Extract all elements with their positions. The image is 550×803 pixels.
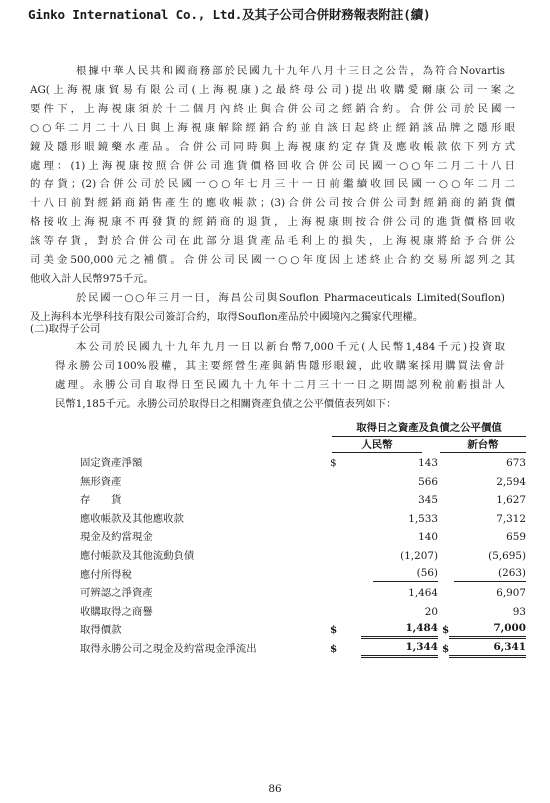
page-header-title: Ginko International Co., Ltd.及其子公司合併財務報表附註(續) [28,7,431,22]
table-row [60,454,526,472]
value-twd: 93 [512,605,526,618]
section-title: (二)取得子公司 [30,323,101,335]
table-row [60,603,526,621]
paragraph-line: AG(上海視康貿易有限公司(上海視康)之最終母公司)提出收購愛爾康公司一案之 [30,83,515,96]
table-row [60,473,526,491]
value-twd: 659 [506,531,526,544]
value-twd: 2,594 [496,475,526,488]
paragraph-line: 他收入計人民幣975千元。 [30,272,154,285]
table-row [60,640,526,658]
value-rmb: 140 [418,531,438,544]
paragraph-line: 及上海科本光學科技有限公司簽訂合約，取得Souflon產品於中國境內之獨家代理權。 [30,310,424,323]
paragraph-line: 鏡及隱形眼鏡藥水產品。合併公司同時與上海視康約定存貨及應收帳款依下列方式 [30,140,515,153]
row-label: 應付所得稅 [80,568,132,581]
table-row [60,584,526,602]
value-twd: 6,341 [449,640,526,658]
row-label: 可辨認之淨資產 [80,587,153,600]
value-rmb: 1,533 [408,512,438,525]
note-body-text [30,62,515,327]
row-label: 應收帳款及其他應收款 [80,512,184,525]
paragraph-line: 格接收上海視康不再發貨的經銷商的退貨，上海視康則按合併公司的進貨價格回收 [30,216,515,229]
value-rmb: 20 [424,605,438,618]
column-header-rmb: 人民幣 [332,438,422,453]
table-row [60,510,526,528]
paragraph-line: 得永勝公司100%股權，其主要經營生產與銷售隱形眼鏡，此收購案採用購買法會計 [55,359,505,372]
column-header-twd: 新台幣 [440,438,526,453]
paragraph-line: 本公司於民國九十九年九月一日以新台幣7,000千元(人民幣1,484千元)投資取 [76,341,505,353]
paragraph-line: ○○年二月二十八日與上海視康解除經銷合約並自該日起終止經銷該品牌之隱形眼 [30,121,515,134]
value-rmb: 1,484 [361,621,438,639]
paragraph-line: 於民國一○○年三月一日，海昌公司與Souflon Pharmaceuticals Limited(Souflon) [76,291,505,304]
paragraph-line: 的存貨；(2)合併公司於民國一○○年七月三十一日前繼續收回民國一○○年二月二 [30,178,515,191]
row-label: 收購取得之商譽 [80,605,153,618]
row-label: 取得價款 [80,624,122,637]
value-twd: (5,695) [488,550,526,562]
currency-symbol: $ [442,643,450,655]
paragraph-line: 處理：(1)上海視康按照合併公司進貨價格回收合併公司民國一○○年二月二十八日 [30,159,515,172]
table-row [60,566,526,584]
value-twd: 6,907 [496,587,526,600]
acquisition-paragraph [55,338,505,414]
paragraph-line: 司美金500,000元之補償。合併公司民國一○○年度因上述終止合約交易所認列之其 [30,254,515,267]
table-row [60,621,526,639]
value-rmb: 1,464 [408,587,438,600]
paragraph-line: 根據中華人民共和國商務部於民國九十九年八月十三日之公告，為符合Novartis [76,65,505,77]
paragraph-line: 民幣1,185千元。永勝公司於取得日之相關資產負債之公平價值表列如下： [55,397,397,410]
paragraph-line: 處理。永勝公司自取得日至民國九十九年十二月三十一日之期間認列稅前虧損計人 [55,378,505,391]
table-title: 取得日之資產及負債之公平價值 [332,420,526,437]
value-twd: 673 [506,457,526,469]
paragraph-line: 該等存貨，對於合併公司在此部分退貨產品毛利上的損失，上海視康將給予合併公 [30,235,515,248]
row-label: 現金及約當現金 [80,531,153,544]
value-twd: (263) [454,566,526,582]
value-rmb: 1,344 [361,640,438,658]
row-label: 應付帳款及其他流動負債 [80,550,195,562]
value-rmb: 345 [418,494,438,507]
row-label: 取得永勝公司之現金及約當現金淨流出 [80,643,257,655]
value-rmb: 566 [418,475,438,488]
value-twd: 1,627 [496,494,526,507]
table-row [60,528,526,546]
currency-symbol: $ [330,457,337,469]
value-rmb: (1,207) [400,550,438,562]
table-row [60,491,526,509]
currency-symbol: $ [330,624,338,637]
row-label: 固定資產淨額 [80,457,143,469]
value-rmb: 143 [418,457,438,469]
paragraph-line: 十八日前對經銷商銷售產生的應收帳款；(3)合併公司按合併公司對經銷商的銷貨價 [30,197,515,210]
paragraph-line: 要件下，上海視康須於十二個月內終止與合併公司之經銷合約。合併公司於民國一 [30,102,515,115]
currency-symbol: $ [330,643,338,655]
value-twd: 7,312 [496,512,526,525]
value-rmb: (56) [373,566,438,582]
currency-symbol: $ [442,624,450,637]
table-row [60,547,526,565]
page-number: 86 [268,783,282,795]
row-label: 存 貨 [80,494,122,507]
value-twd: 7,000 [449,621,526,639]
row-label: 無形資產 [80,475,122,488]
